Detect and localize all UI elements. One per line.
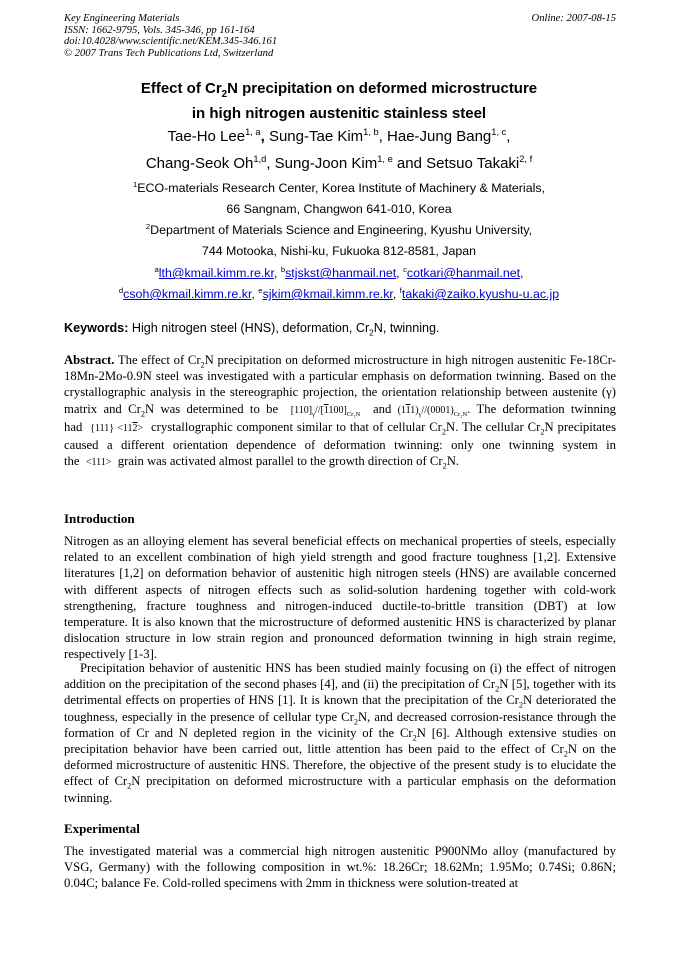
keywords: Keywords: High nitrogen steel (HNS), deformation, $Cr_2N$, twinning. [64, 321, 440, 338]
introduction-paragraph-2: Precipitation behavior of austenitic HNS has been studied mainly focusing on (i) the effect of nitrogen addition on the precipitation of the second phases [4], and (ii) the precipitation of $Cr_2N$ [5], together with its detrimental effects on properties of HNS [1]. It is known that the precipitation of the $Cr_2N$ deteriorated the toughness, especially in the presence of cellular type $Cr_2N$, and decreased corrosion-resistance through the formation of Cr and N depleted region in the vicinity of the $Cr_2N$ [6]. Although extensive studies on precipitation behavior have been carried out, little attention has been paid to the effect of $Cr_2N$ on the deformed microstructure of austenitic HNS. Therefore, the objective of the present study is to elucidate the effect of $Cr_2N$ precipitation on deformed microstructure with a particular emphasis on the deformation twinning. [64, 661, 617, 805]
orientation-relation-2: $(111)_\gamma//(0001)_{Cr_2N}$ [397, 404, 468, 418]
online-date: Online: 2007-08-15 [531, 13, 616, 24]
email-link[interactable]: csoh@kmail.kimm.re.kr [123, 287, 252, 301]
authors-line1: Tae-Ho Lee$^{1, a}$, Sung-Tae Kim$^{1, b}$, Hae-Jung Bang$^{1, c}$, [167, 127, 511, 145]
doi-line: doi:10.4028/www.scientific.net/KEM.345-346.161 [64, 36, 278, 48]
experimental-paragraph-1: The investigated material was a commercial high nitrogen austenitic P900NMo alloy (manufactured by VSG, Germany) with the following composition in wt.%: 18.26Cr; 18.62Mn; 1.95Mo; 0.74Si; 0.86N; 0.04C; balance Fe. Cold-rolled specimens with 2mm in thickness were solution-treated at [64, 844, 616, 891]
affiliation-2-line2: 744 Motooka, Nishi-ku, Fukuoka 812-8581, Japan [201, 244, 477, 258]
section-heading-experimental: Experimental [64, 821, 140, 836]
email-link[interactable]: lth@kmail.kimm.re.kr [158, 266, 274, 280]
section-heading-introduction: Introduction [64, 511, 135, 526]
orientation-relation-1: $[110]_\gamma//[1100]_{Cr_2N}$ [290, 404, 361, 418]
abstract-paragraph: Abstract. The effect of $Cr_2N$ precipitation on deformed microstructure in high nitrogen austenitic Fe-18Cr-18Mn-2Mo-0.9N steel was investigated with a particular emphasis on deformation twinning. Based on the crystallographic analysis in the stereographic projection, the orientation relationship between austenite (γ) matrix and $Cr_2N$ was determined to be $[110]_\gamma//[1100]_{Cr_2N}$ and $(111)_\gamma//(0001)_{Cr_2N}$. The deformation twinning had {111} <112> crystallographic component similar to that of cellular $Cr_2N$. The cellular $Cr_2N$ precipitates caused a different orientation dependence of deformation twinning: only one twinning system in the <111> grain was activated almost parallel to the growth direction of $Cr_2N$. [64, 353, 617, 471]
authors-line2: Chang-Seok Oh$^{1,d}$, Sung-Joon Kim$^{1, e}$ and Setsuo Takaki$^{2, f}$ [145, 154, 533, 172]
paper-title-line1: Effect of $Cr_2N$ precipitation on deformed microstructure [140, 80, 538, 100]
email-link[interactable]: stjskst@hanmail.net [285, 266, 397, 280]
affiliation-1-line1: $^1$ECO-materials Research Center, Korea Institute of Machinery & Materials, [133, 179, 545, 195]
introduction-paragraph-1: Nitrogen as an alloying element has several beneficial effects on mechanical properties of steels, especially related to an excellent combination of high yield strength and good fracture toughness [1,2]. Extensive literatures [1,2] on deformation behavior of austenitic high nitrogen steels (HNS) are available concerned with different aspects of nitrogen effects such as solid-solution hardening together with cold-work strengthening, fracture toughness and nitrogen-induced ductile-to-brittle transition (DBT) at low temperature. It is also known that the microstructure of deformed austenitic HNS is characterized by planar dislocation structure in low strain region and pronounced deformation twinning in high strain regime, respectively [1-3]. [64, 534, 616, 662]
twinning-system: {111} <112> [90, 422, 144, 434]
grain-direction: <111> [85, 457, 112, 469]
affiliation-1-line2: 66 Sangnam, Changwon 641-010, Korea [226, 202, 452, 216]
emails-line1: $^a$lth@kmail.kimm.re.kr, $^b$stjskst@hanmail.net, $^c$cotkari@hanmail.net, [154, 264, 524, 280]
email-link[interactable]: takaki@zaiko.kyushu-u.ac.jp [401, 287, 560, 301]
email-link[interactable]: cotkari@hanmail.net [406, 266, 521, 280]
journal-header [64, 13, 616, 59]
email-link[interactable]: sjkim@kmail.kimm.re.kr [262, 287, 393, 301]
emails-line2: $^d$csoh@kmail.kimm.re.kr, $^e$sjkim@kmail.kimm.re.kr, $^f$takaki@zaiko.kyushu-u.ac.jp [118, 285, 560, 301]
journal-name: Key Engineering Materials [64, 13, 180, 24]
copyright-line: © 2007 Trans Tech Publications Ltd, Switzerland [64, 47, 274, 59]
paper-title-line2: in high nitrogen austenitic stainless steel [191, 105, 487, 122]
issn-line: ISSN: 1662-9795, Vols. 345-346, pp 161-164 [64, 24, 255, 36]
affiliation-2-line1: $^2$Department of Materials Science and Engineering, Kyushu University, [145, 221, 533, 237]
